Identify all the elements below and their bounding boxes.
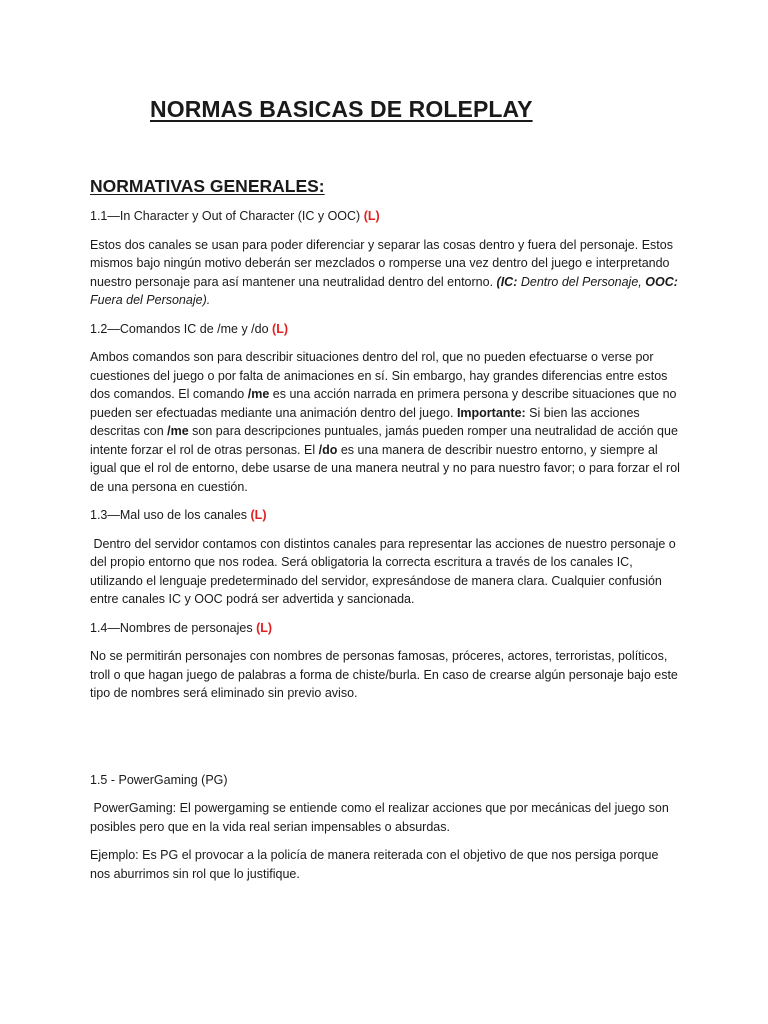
rule-1-5-example: Ejemplo: Es PG el provocar a la policía de manera reiterada con el objetivo de que nos persiga porque nos aburrimos sin rol que lo justifique.: [90, 848, 659, 881]
rule-1-4-tag: (L): [256, 620, 273, 635]
rule-1-3-title: [90, 506, 680, 525]
section-heading: NORMATIVAS GENERALES:: [90, 176, 325, 196]
rule-1-2-body: [90, 348, 680, 496]
rule-1-2-p2: es una acción narrada en primera persona y describe situaciones que no pueden ser efectuadas mediante una animación dentro del juego.: [90, 387, 677, 420]
rule-1-3-body: [90, 535, 680, 609]
rule-1-1-body: [90, 236, 680, 310]
rule-1-4-title-text: 1.4—Nombres de personajes: [90, 620, 253, 635]
rule-1-2-tag: (L): [272, 321, 289, 336]
rule-1-1-title: [90, 207, 680, 226]
rule-1-1-ic-text: Dentro del Personaje,: [520, 274, 642, 289]
rule-1-1-ic-label: (IC:: [496, 274, 518, 289]
rule-1-3-body-text: Dentro del servidor contamos con distintos canales para representar las acciones de nuestro personaje o del propio entorno que nos rodea. Será obligatoria la correcta escritura a través de los canales IC, utilizando el lenguaje predeterminado del servidor, expresándose de manera clara. Cualquier confusión entre canales IC y OOC podrá ser advertida y sancionada.: [90, 536, 676, 606]
rule-1-3-title-text: 1.3—Mal uso de los canales: [90, 508, 248, 522]
rule-1-5-body-text: PowerGaming: El powergaming se entiende como el realizar acciones que por mecánicas del juego son posibles pero que en la vida real serian impensables o absurdas.: [90, 801, 669, 834]
rule-1-1-ooc-text: Fuera del Personaje).: [90, 293, 211, 307]
rule-1-4-title: [90, 619, 680, 638]
rule-1-1-title-text: 1.1—In Character y Out of Character (IC y OOC): [90, 209, 361, 223]
rule-1-2-p4: son para descripciones puntuales, jamás pueden romper una neutralidad de acción que intente forzar el rol de otras personas. El: [90, 424, 678, 457]
document-title: NORMAS BASICAS DE ROLEPLAY: [150, 96, 533, 122]
rule-1-4-body: No se permitirán personajes con nombres de personas famosas, próceres, actores, terroristas, políticos, troll o que hagan juego de palabras a forma de chiste/burla. En caso de crearse algún personaje bajo este tipo de nombres será eliminado sin previo aviso.: [90, 649, 678, 700]
rule-1-2-cmd-do: /do: [318, 442, 338, 457]
rule-1-2-cmd-me: /me: [247, 387, 270, 401]
document-content: [90, 176, 680, 893]
rule-1-1-ooc-label: OOC:: [645, 274, 678, 289]
rule-1-5-body: [90, 799, 680, 836]
rule-1-2-p1: Ambos comandos son para describir situaciones dentro del rol, que no pueden efectuarse o verse por cuestiones del juego o por falta de animaciones en sí. Sin embargo, hay grandes diferencias entre estos dos comandos. El comando: [90, 350, 668, 401]
rule-1-2-title-text: 1.2—Comandos IC de /me y /do: [90, 321, 269, 336]
rule-1-3-tag: (L): [250, 508, 267, 522]
rule-1-2-p5: es una manera de describir nuestro entorno, y siempre al igual que el rol de entorno, debe usarse de una manera neutral y no para nuestro favor; o para forzar el rol de una persona en cuestión.: [90, 442, 680, 494]
blank-space: [90, 713, 680, 771]
rule-1-1-body-text: Estos dos canales se usan para poder diferenciar y separar las cosas dentro y fuera del personaje. Estos mismos bajo ningún motivo deberán ser mezclados o romperse una vez dentro del juego e interpretando nuestro personaje para así mantener una neutralidad dentro del entorno.: [90, 237, 673, 289]
rule-1-2-p3: Si bien las acciones descritas con: [90, 405, 640, 438]
rule-1-2-title: [90, 320, 680, 339]
rule-1-1-tag: (L): [363, 209, 380, 223]
rule-1-5-title: 1.5 - PowerGaming (PG): [90, 772, 228, 787]
rule-1-2-cmd-me-2: /me: [167, 424, 189, 438]
rule-1-2-important: Importante:: [456, 405, 526, 420]
